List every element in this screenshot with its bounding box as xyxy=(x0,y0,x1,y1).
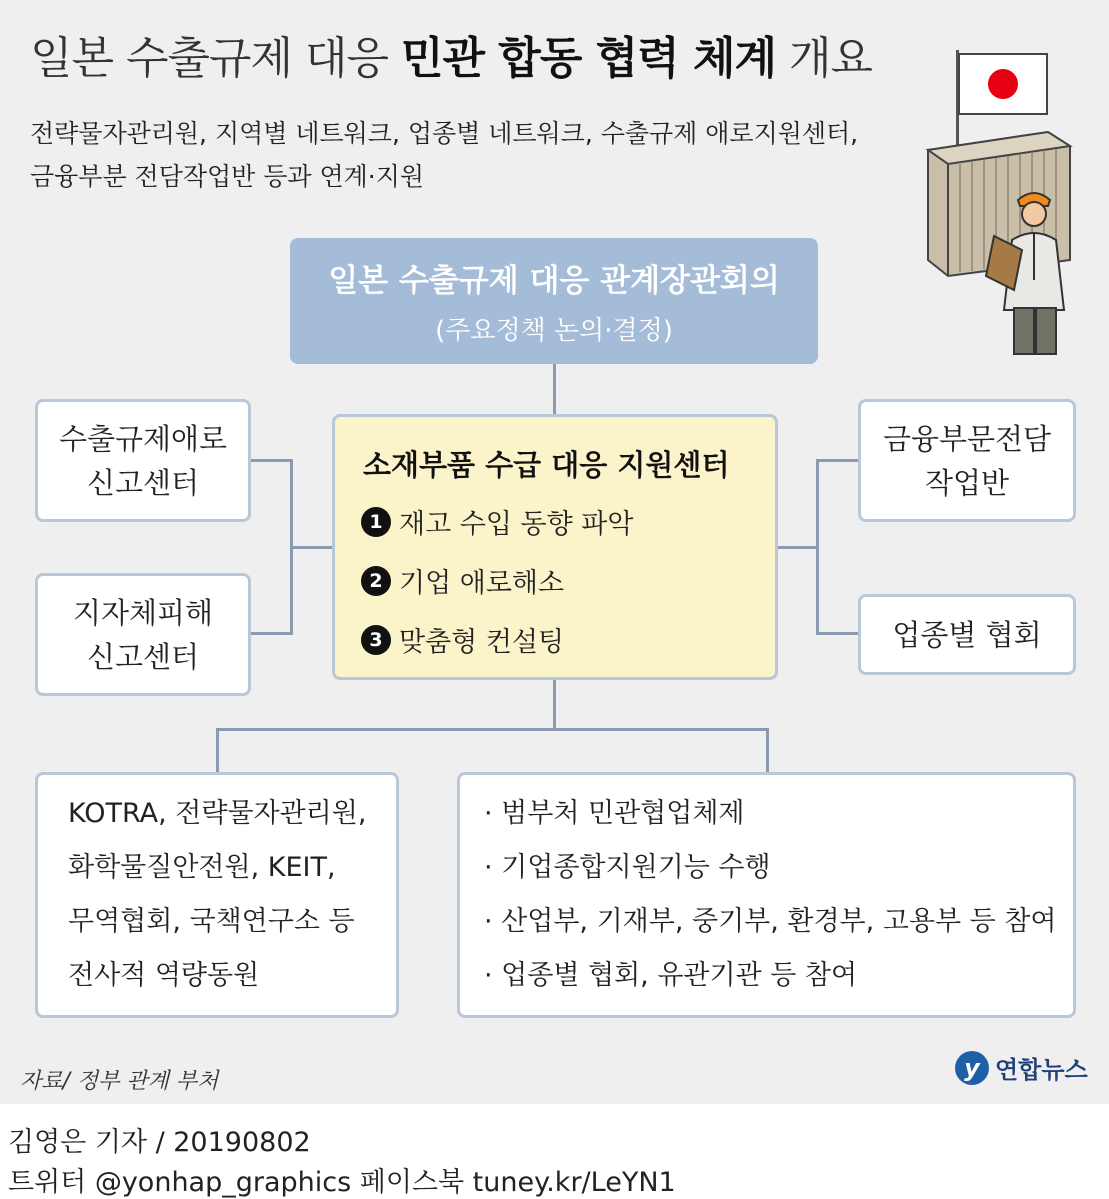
industry-association-box xyxy=(858,594,1076,675)
connector-bottom-v xyxy=(553,680,556,730)
mobilization-box xyxy=(35,772,399,1018)
connector-top xyxy=(553,364,556,414)
title-normal-post: 개요 xyxy=(776,33,872,84)
subtitle-line-1: 전략물자관리원, 지역별 네트워크, 업종별 네트워크, 수출규제 애로지원센터, xyxy=(30,119,859,148)
cooperation-line-4: · 업종별 협회, 유관기관 등 참여 xyxy=(484,960,858,991)
mobilization-line-2: 화학물질안전원, KEIT, xyxy=(68,852,336,883)
illustration xyxy=(920,50,1100,360)
connector-left-h2 xyxy=(250,632,292,635)
subtitle xyxy=(30,112,858,198)
ministerial-meeting-title: 일본 수출규제 대응 관계장관회의 xyxy=(328,263,780,299)
mobilization-line-3: 무역협회, 국책연구소 등 xyxy=(68,906,355,937)
mobilization-line-4: 전사적 역량동원 xyxy=(68,960,260,991)
ministerial-meeting-box xyxy=(290,238,818,364)
local-gov-damage-report-center-box xyxy=(35,573,251,696)
right-box-1-line-2: 작업반 xyxy=(924,465,1010,500)
page-title xyxy=(30,22,872,86)
left-box-1-line-1: 수출규제애로 xyxy=(58,421,228,456)
source-note: 자료/ 정부 관계 부처 xyxy=(20,1069,219,1094)
subtitle-line-2: 금융부분 전담작업반 등과 연계·지원 xyxy=(30,162,425,191)
left-box-2-line-1: 지자체피해 xyxy=(72,595,214,630)
connector-right-h2 xyxy=(818,632,860,635)
title-bold: 민관 합동 협력 체계 xyxy=(401,33,776,84)
support-item-2 xyxy=(361,561,564,600)
number-3-icon: 3 xyxy=(361,625,391,655)
support-item-1 xyxy=(361,502,633,541)
support-item-3 xyxy=(361,620,564,659)
social-credit: 트위터 @yonhap_graphics 페이스북 tuney.kr/LeYN1 xyxy=(8,1167,676,1198)
right-box-2-line-1: 업종별 협회 xyxy=(892,617,1042,652)
cooperation-line-3: · 산업부, 기재부, 중기부, 환경부, 고용부 등 참여 xyxy=(484,906,1057,937)
connector-bottom-h xyxy=(216,728,769,731)
connector-right-mid xyxy=(778,546,818,549)
connector-bottom-left xyxy=(216,728,219,772)
ministerial-meeting-sub: (주요정책 논의·결정) xyxy=(435,316,673,346)
title-normal-pre: 일본 수출규제 대응 xyxy=(30,33,401,84)
yonhap-logo-icon: y xyxy=(955,1051,989,1085)
yonhap-logo-text: 연합뉴스 xyxy=(995,1056,1088,1084)
cooperation-line-1: · 범부처 민관협업체제 xyxy=(484,798,745,829)
connector-right-h1 xyxy=(818,459,860,462)
support-item-1-text: 재고 수입 동향 파악 xyxy=(399,509,634,540)
export-regulation-report-center-box xyxy=(35,399,251,522)
connector-bottom-right xyxy=(766,728,769,772)
number-1-icon: 1 xyxy=(361,507,391,537)
support-item-2-text: 기업 애로해소 xyxy=(399,568,565,599)
cooperation-system-box xyxy=(457,772,1076,1018)
right-box-1-line-1: 금융부문전담 xyxy=(882,421,1052,456)
mobilization-line-1: KOTRA, 전략물자관리원, xyxy=(68,798,367,829)
connector-left-mid xyxy=(290,546,332,549)
number-2-icon: 2 xyxy=(361,566,391,596)
connector-left-h1 xyxy=(250,459,292,462)
reporter-credit: 김영은 기자 / 20190802 xyxy=(8,1127,311,1158)
left-box-1-line-2: 신고센터 xyxy=(86,465,200,500)
finance-task-force-box xyxy=(858,399,1076,522)
support-item-3-text: 맞춤형 컨설팅 xyxy=(399,627,565,658)
yonhap-logo xyxy=(955,1050,1088,1085)
support-center-title: 소재부품 수급 대응 지원센터 xyxy=(363,448,730,482)
left-box-2-line-2: 신고센터 xyxy=(86,639,200,674)
cooperation-line-2: · 기업종합지원기능 수행 xyxy=(484,852,771,883)
support-center-box xyxy=(332,414,778,680)
